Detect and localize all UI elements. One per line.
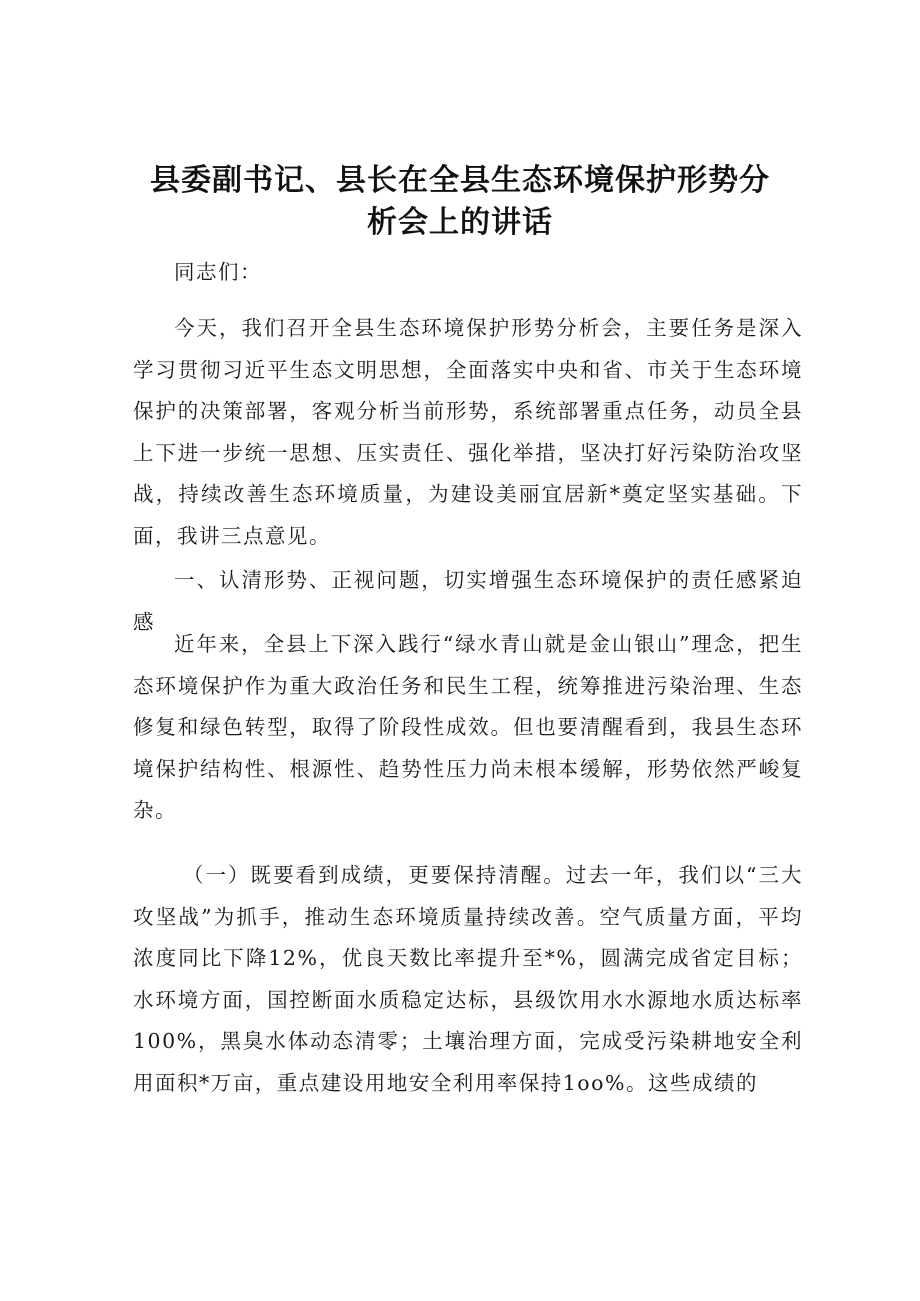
- paragraph-subsection-1: （一）既要看到成绩，更要保持清醒。过去一年，我们以“三大攻坚战”为抓手，推动生态环境质量持续改善。空气质量方面，平均浓度同比下降12%，优良天数比率提升至*%，圆满完成省定目标；水环境方面，国控断面水质稳定达标，县级饮用水水源地水质达标率100%，黑臭水体动态清零；土壤治理方面，完成受污染耕地安全利用面积*万亩，重点建设用地安全利用率保持1oo%。这些成绩的: [133, 863, 803, 1095]
- paragraph-block-1: [133, 308, 803, 557]
- section-heading-1: 一、认清形势、正视问题，切实增强生态环境保护的责任感紧迫感: [133, 568, 803, 634]
- paragraph-intro: 今天，我们召开全县生态环境保护形势分析会，主要任务是深入学习贯彻习近平生态文明思想，全面落实中央和省、市关于生态环境保护的决策部署，客观分析当前形势，系统部署重点任务，动员全县上下进一步统一思想、压实责任、强化举措，坚决打好污染防治攻坚战，持续改善生态环境质量，为建设美丽宜居新*奠定坚实基础。下面，我讲三点意见。: [133, 316, 803, 548]
- paragraph-situation: 近年来，全县上下深入践行“绿水青山就是金山银山”理念，把生态环境保护作为重大政治任务和民生工程，统筹推进污染治理、生态修复和绿色转型，取得了阶段性成效。但也要清醒看到，我县生态环境保护结构性、根源性、趋势性压力尚未根本缓解，形势依然严峻复杂。: [133, 632, 803, 822]
- paragraph-block-3: [133, 855, 803, 1104]
- document-title: [130, 160, 790, 244]
- title-line-2: 析会上的讲话: [367, 205, 553, 240]
- title-line-1: 县委副书记、县长在全县生态环境保护形势分: [150, 163, 770, 198]
- salutation-block: [133, 252, 803, 294]
- salutation: 同志们：: [174, 260, 262, 284]
- paragraph-block-2: [133, 624, 803, 832]
